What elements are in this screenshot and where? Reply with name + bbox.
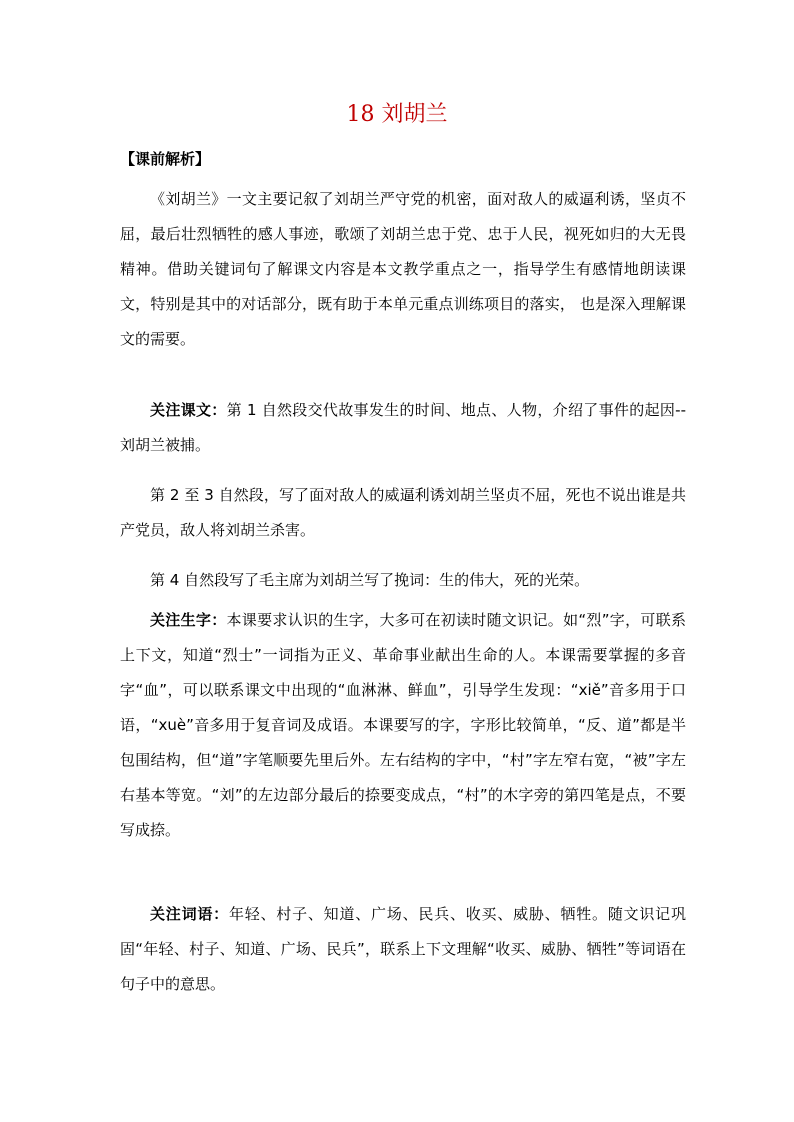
paragraph-2-3-summary: 第 2 至 3 自然段，写了面对敌人的威逼利诱刘胡兰坚贞不屈，死也不说出谁是共产党员，敌人将刘胡兰杀害。 [120, 486, 686, 539]
focus-words-paragraph [120, 897, 686, 1002]
focus-chars-label: 关注生字： [150, 611, 227, 629]
focus-words-label: 关注词语： [150, 905, 229, 923]
focus-words-body: 年轻、村子、知道、广场、民兵、收买、威胁、牺牲。随文识记巩固“年轻、村子、知道、广场、民兵”，联系上下文理解“收买、威胁、牺牲”等词语在句子中的意思。 [120, 905, 686, 993]
focus-chars-body: 本课要求认识的生字，大多可在初读时随文识记。如“烈”字，可联系上下文，知道“烈士”一词指为正义、革命事业献出生命的人。本课需要掌握的多音字“血”，可以联系课文中出现的“血淋淋、鲜血”，引导学生发现：“xiě”音多用于口语，“xuè”音多用于复音词及成语。本课要写的字，字形比较简单，“反、道”都是半包围结构，但“道”字笔顺要先里后外。左右结构的字中，“村”字左窄右宽，“被”字左右基本等宽。“刘”的左边部分最后的捺要变成点，“村”的木字旁的第四笔是点，不要写成捺。 [120, 611, 686, 839]
intro-paragraph: 《刘胡兰》一文主要记叙了刘胡兰严守党的机密，面对敌人的威逼利诱，坚贞不屈，最后壮烈牺牲的感人事迹，歌颂了刘胡兰忠于党、忠于人民，视死如归的大无畏精神。借助关键词句了解课文内容是本文教学重点之一，指导学生有感情地朗读课文，特别是其中的对话部分，既有助于本单元重点训练项目的落实， 也是深入理解课文的需要。 [120, 190, 686, 348]
focus-chars-paragraph [120, 603, 686, 848]
paragraph-4-summary: 第 4 自然段写了毛主席为刘胡兰写了挽词：生的伟大，死的光荣。 [150, 571, 590, 589]
section-heading: 【课前解析】 [120, 150, 211, 168]
focus-text-body: 第 1 自然段交代故事发生的时间、地点、人物，介绍了事件的起因--刘胡兰被捕。 [120, 401, 686, 454]
focus-text-label: 关注课文： [150, 401, 227, 419]
focus-text-paragraph [120, 393, 686, 463]
page-title: 18 刘胡兰 [346, 102, 448, 127]
